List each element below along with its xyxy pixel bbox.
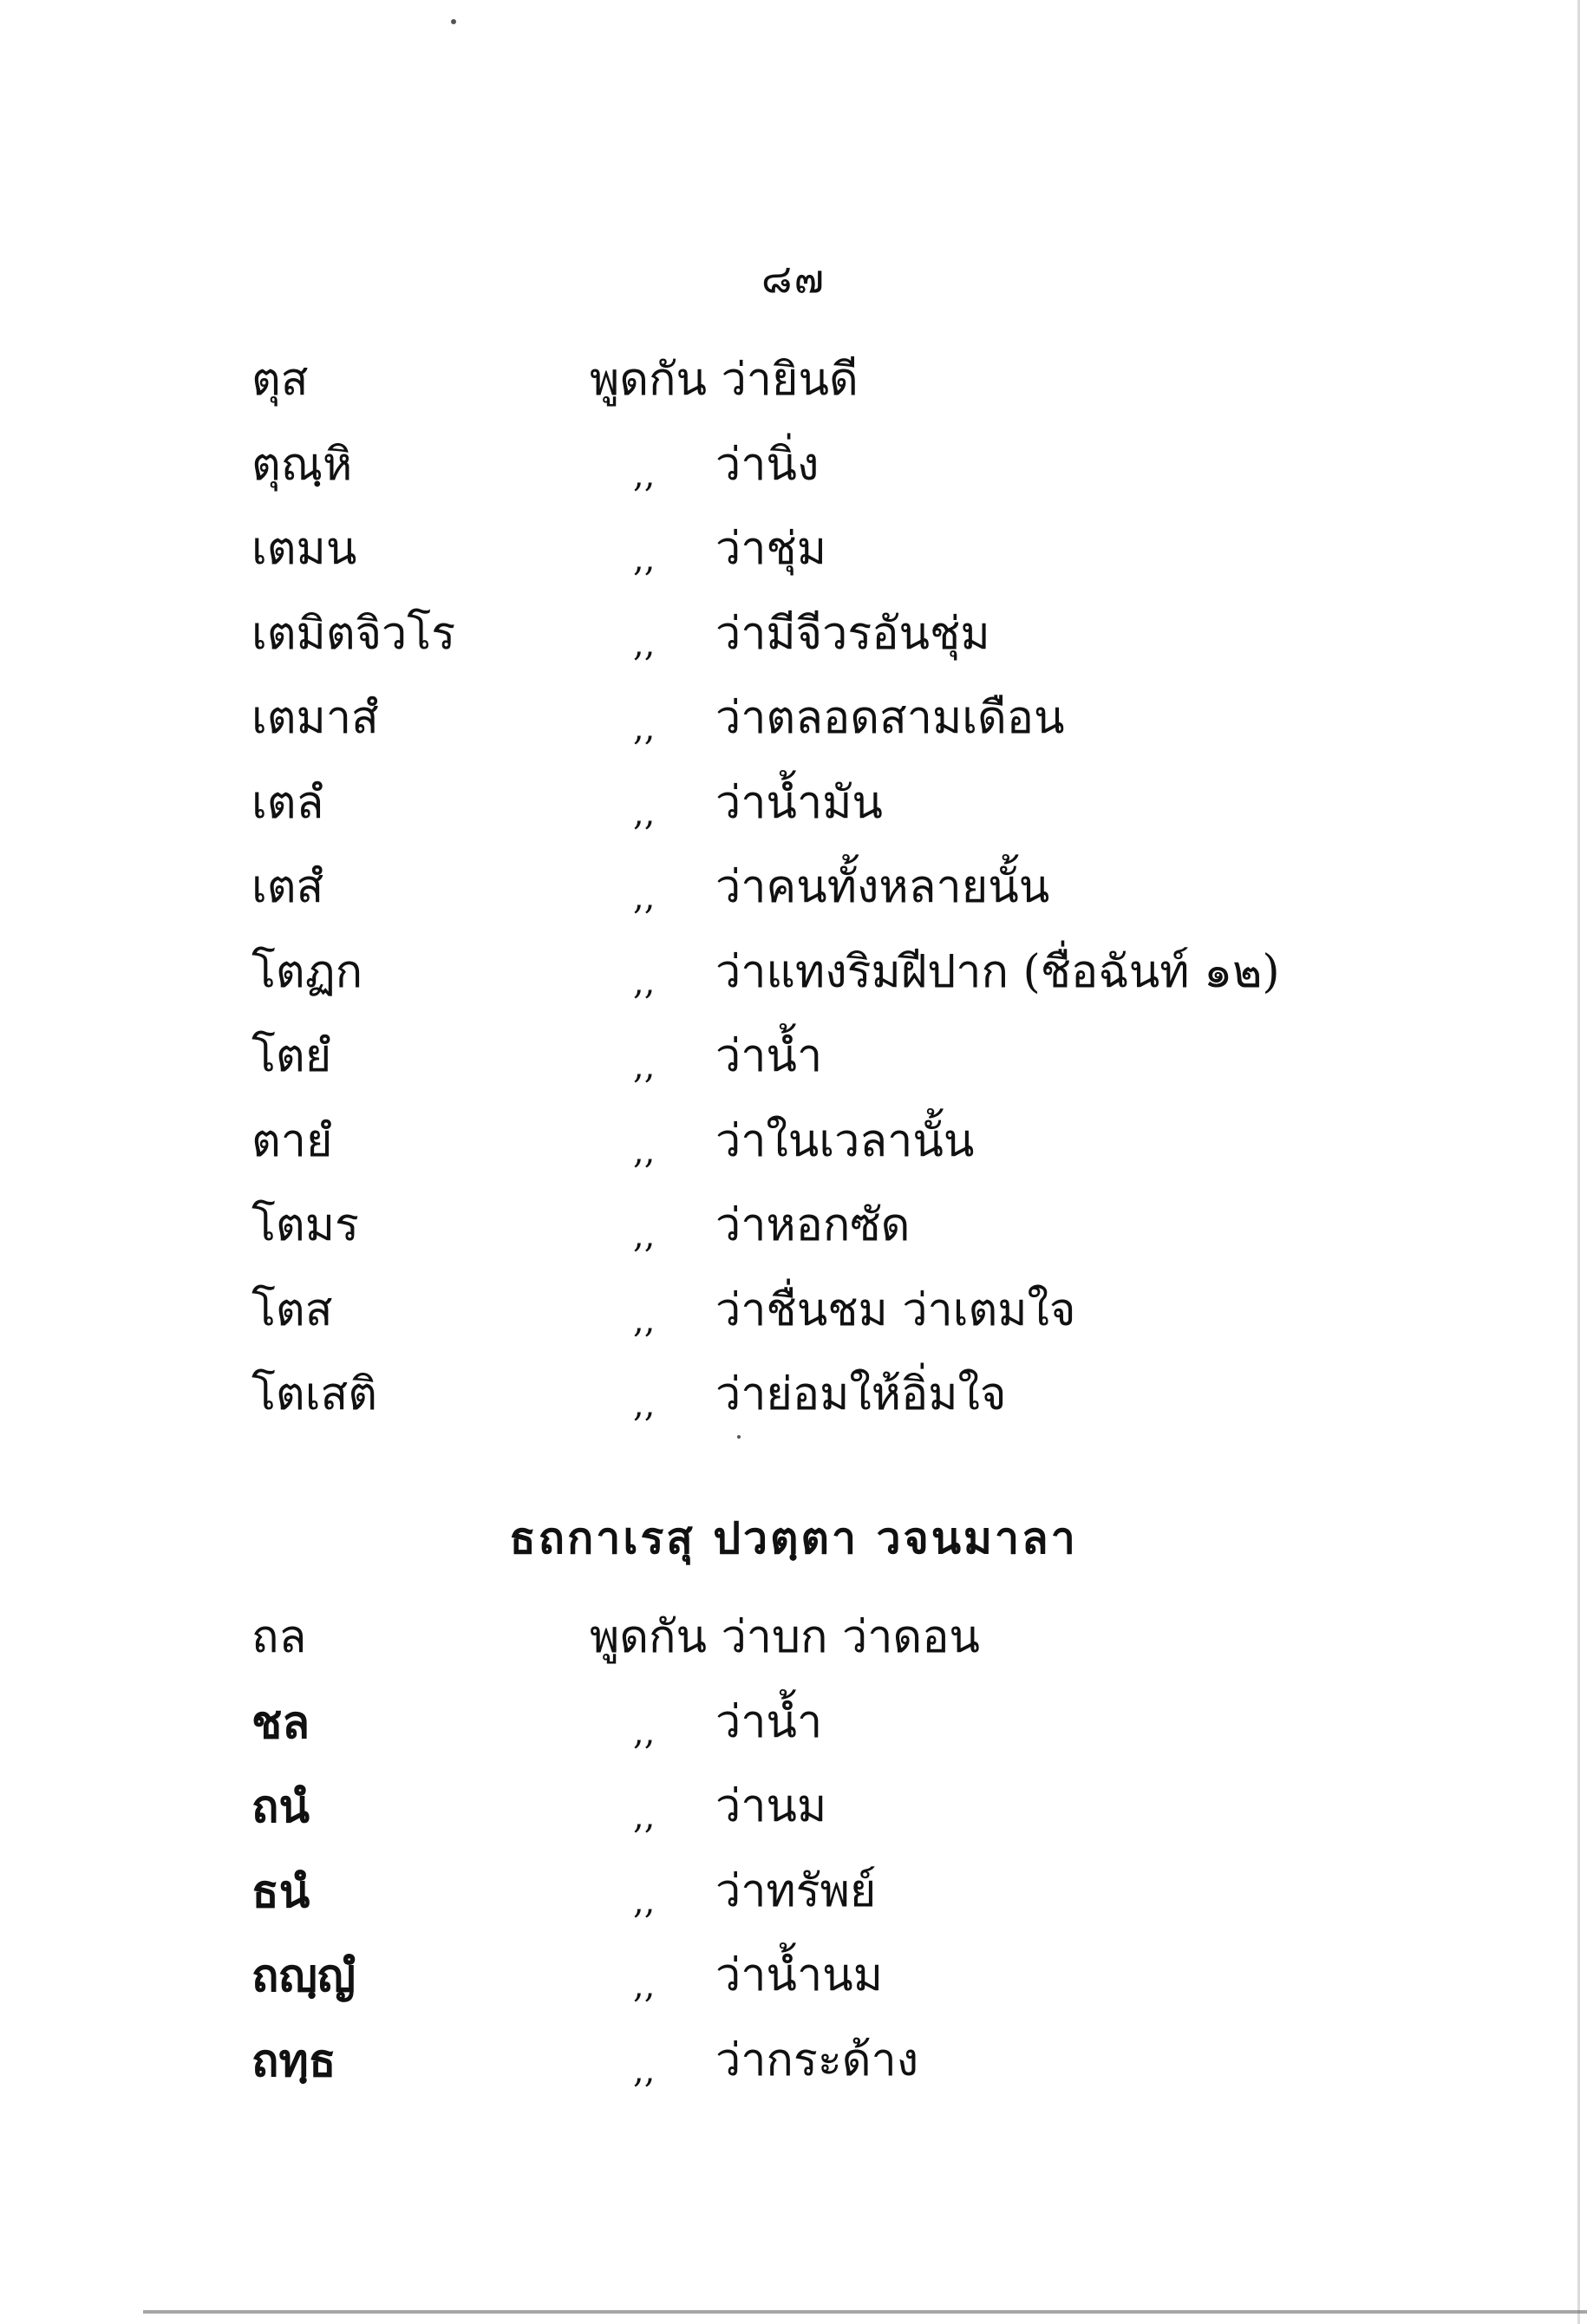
entry-meaning: ว่าชุ่ม bbox=[715, 523, 826, 575]
glossary-entry bbox=[251, 338, 1379, 423]
ditto-mark: ,, bbox=[633, 1797, 656, 1837]
glossary-list-2 bbox=[251, 1596, 1379, 2103]
glossary-entry bbox=[251, 1596, 1379, 1681]
entry-term: โตส bbox=[251, 1283, 333, 1336]
entry-meaning: ว่าทรัพย์ bbox=[715, 1864, 877, 1917]
glossary-entry bbox=[251, 592, 1379, 677]
ditto-mark: ,, bbox=[633, 793, 656, 833]
glossary-entry bbox=[251, 507, 1379, 592]
ditto-mark: ,, bbox=[633, 1881, 656, 1922]
glossary-entry bbox=[251, 1353, 1379, 1438]
entry-meaning: ว่ามีจีวรอันชุ่ม bbox=[715, 607, 990, 660]
ditto-mark: ,, bbox=[633, 1131, 656, 1172]
ditto-mark: ,, bbox=[633, 2050, 656, 2091]
glossary-list-1 bbox=[251, 338, 1379, 1438]
entry-meaning: พูดกัน ว่าบก ว่าดอน bbox=[590, 1611, 980, 1663]
glossary-entry bbox=[251, 845, 1379, 930]
entry-term: ธนํ bbox=[251, 1864, 310, 1918]
glossary-entry bbox=[251, 1850, 1379, 1935]
entry-meaning: ว่าในเวลานั้น bbox=[715, 1114, 975, 1167]
scan-speck bbox=[451, 19, 456, 24]
page-edge-shadow bbox=[1577, 0, 1580, 2324]
entry-term: โตยํ bbox=[251, 1030, 332, 1082]
entry-term: โตฏก bbox=[251, 945, 363, 998]
ditto-mark: ,, bbox=[633, 1385, 656, 1425]
ditto-mark: ,, bbox=[633, 1300, 656, 1341]
ditto-mark: ,, bbox=[633, 1216, 656, 1256]
entry-meaning: ว่าน้ำ bbox=[715, 1695, 823, 1748]
entry-term: เตสํ bbox=[251, 861, 324, 913]
ditto-mark: ,, bbox=[633, 539, 656, 579]
entry-term: เตมาสํ bbox=[251, 692, 379, 744]
entry-term: เตลํ bbox=[251, 776, 324, 829]
ditto-mark: ,, bbox=[633, 1966, 656, 2006]
ditto-mark: ,, bbox=[633, 878, 656, 917]
entry-term: ตุณฺหิ bbox=[251, 438, 353, 491]
glossary-entry bbox=[251, 1934, 1379, 2019]
entry-meaning: ว่าคนทั้งหลายนั้น bbox=[715, 861, 1050, 913]
scan-bottom-edge bbox=[143, 2310, 1587, 2314]
glossary-entry bbox=[251, 1269, 1379, 1354]
ditto-mark: ,, bbox=[633, 1047, 656, 1087]
entry-term: ถญฺญํ bbox=[251, 1949, 356, 2002]
entry-term: โตเสติ bbox=[251, 1368, 377, 1420]
ditto-mark: ,, bbox=[633, 708, 656, 748]
glossary-entry bbox=[251, 761, 1379, 846]
ditto-mark: ,, bbox=[633, 623, 656, 664]
entry-meaning: พูดกัน ว่ายินดี bbox=[590, 354, 859, 406]
entry-meaning: ว่าตลอดสามเดือน bbox=[715, 692, 1065, 744]
glossary-entry bbox=[251, 423, 1379, 508]
entry-term: ตุส bbox=[251, 354, 309, 406]
entry-meaning: ว่าน้ำ bbox=[715, 1030, 823, 1082]
entry-meaning: ว่าแทงริมฝีปาก (ชื่อฉันท์ ๑๒) bbox=[715, 945, 1280, 998]
ditto-mark: ,, bbox=[633, 454, 656, 495]
glossary-entry bbox=[251, 930, 1379, 1015]
entry-meaning: ว่านม bbox=[715, 1780, 827, 1832]
entry-term: ชล bbox=[251, 1695, 310, 1749]
entry-meaning: ว่าน้ำนม bbox=[715, 1949, 883, 2001]
page-number: ๘๗ bbox=[761, 255, 826, 302]
entry-term: ถนํ bbox=[251, 1780, 310, 1833]
entry-term: ถล bbox=[251, 1611, 307, 1663]
entry-meaning: ว่ากระด้าง bbox=[715, 2034, 919, 2086]
glossary-entry bbox=[251, 1681, 1379, 1766]
glossary-entry bbox=[251, 1015, 1379, 1100]
entry-meaning: ว่าชื่นชม ว่าเตมใจ bbox=[715, 1283, 1076, 1336]
entry-meaning: ว่าย่อมให้อิ่มใจ bbox=[715, 1368, 1007, 1420]
section-heading: ธถกาเรสุ ปวตฺตา วจนมาลา bbox=[509, 1512, 1078, 1563]
glossary-entry bbox=[251, 1100, 1379, 1185]
ditto-mark: ,, bbox=[633, 1712, 656, 1753]
glossary-entry bbox=[251, 1184, 1379, 1269]
entry-term: เตมิตจิวโร bbox=[251, 607, 456, 660]
entry-meaning: ว่านิ่ง bbox=[715, 438, 820, 491]
entry-meaning: ว่าหอกซัด bbox=[715, 1199, 911, 1251]
entry-term: โตมร bbox=[251, 1199, 359, 1251]
glossary-entry bbox=[251, 1765, 1379, 1850]
glossary-entry bbox=[251, 676, 1379, 761]
entry-term: ถทฺธ bbox=[251, 2034, 336, 2087]
entry-meaning: ว่าน้ำมัน bbox=[715, 776, 883, 829]
entry-term: เตมน bbox=[251, 523, 357, 575]
entry-term: ตายํ bbox=[251, 1114, 333, 1167]
glossary-entry bbox=[251, 2019, 1379, 2104]
ditto-mark: ,, bbox=[633, 962, 656, 1002]
